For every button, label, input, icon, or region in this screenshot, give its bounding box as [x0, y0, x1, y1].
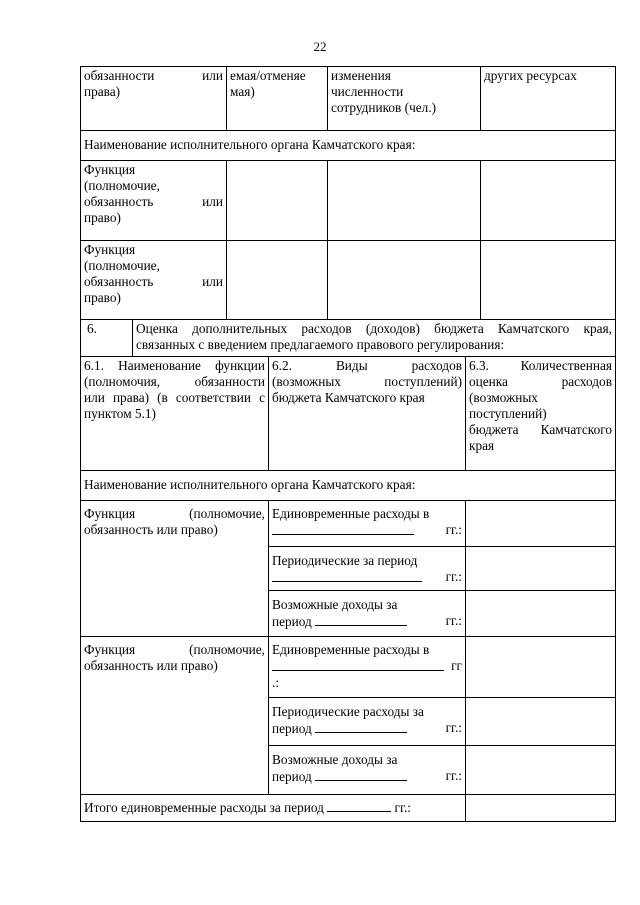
- page-number: 22: [313, 39, 327, 54]
- empty-cell: [466, 501, 616, 547]
- function-cell: Функция (полномочие, обязанность или право): [81, 241, 227, 320]
- empty-cell: [466, 547, 616, 591]
- organ-name-row: Наименование исполнительного органа Камчатского края:: [81, 131, 616, 161]
- one-time-expenses: Единовременные расходы в гг.:: [269, 501, 466, 547]
- empty-cell: [466, 746, 616, 795]
- header-6-1: 6.1. Наименование функции (полномочия, обязанности или права) (в соответствии с пунктом 5.1): [81, 357, 269, 471]
- empty-cell: [328, 161, 481, 241]
- col1-header-tail: обязанности или права): [81, 67, 227, 131]
- section6-header: [80, 319, 616, 357]
- empty-cell: [466, 591, 616, 637]
- empty-cell: [328, 241, 481, 320]
- function-cell: Функция (полномочие, обязанность или право): [81, 161, 227, 241]
- col2-header-tail: емая/отменяе мая): [227, 67, 328, 131]
- section5-table: [80, 66, 616, 320]
- col4-header-tail: других ресурсах: [481, 67, 616, 131]
- total-row-label: Итого единовременные расходы за период гг.:: [81, 795, 466, 822]
- section-title: Оценка дополнительных расходов (доходов) бюджета Камчатского края, связанных с введением предлагаемого правового регулирования:: [133, 320, 616, 357]
- section6-table: [80, 356, 616, 822]
- empty-cell: [466, 637, 616, 698]
- empty-cell: [481, 161, 616, 241]
- col3-header-tail: изменения численности сотрудников (чел.): [328, 67, 481, 131]
- section-number: 6.: [81, 320, 133, 357]
- header-6-3: 6.3. Количественная оценка расходов (возможных поступлений) бюджета Камчатского края: [466, 357, 616, 471]
- empty-cell: [227, 241, 328, 320]
- one-time-expenses: Единовременные расходы в гг .:: [269, 637, 466, 698]
- periodic-expenses: Периодические за период гг.:: [269, 547, 466, 591]
- empty-cell: [227, 161, 328, 241]
- header-6-2: 6.2. Виды расходов (возможных поступлений) бюджета Камчатского края: [269, 357, 466, 471]
- possible-income: Возможные доходы за период гг.:: [269, 591, 466, 637]
- organ-name-row: Наименование исполнительного органа Камчатского края:: [81, 471, 616, 501]
- possible-income: Возможные доходы за период гг.:: [269, 746, 466, 795]
- empty-cell: [481, 241, 616, 320]
- function-cell: Функция (полномочие, обязанность или право): [81, 501, 269, 637]
- empty-cell: [466, 698, 616, 746]
- empty-cell: [466, 795, 616, 822]
- function-cell: Функция (полномочие, обязанность или право): [81, 637, 269, 795]
- periodic-expenses: Периодические расходы за период гг.:: [269, 698, 466, 746]
